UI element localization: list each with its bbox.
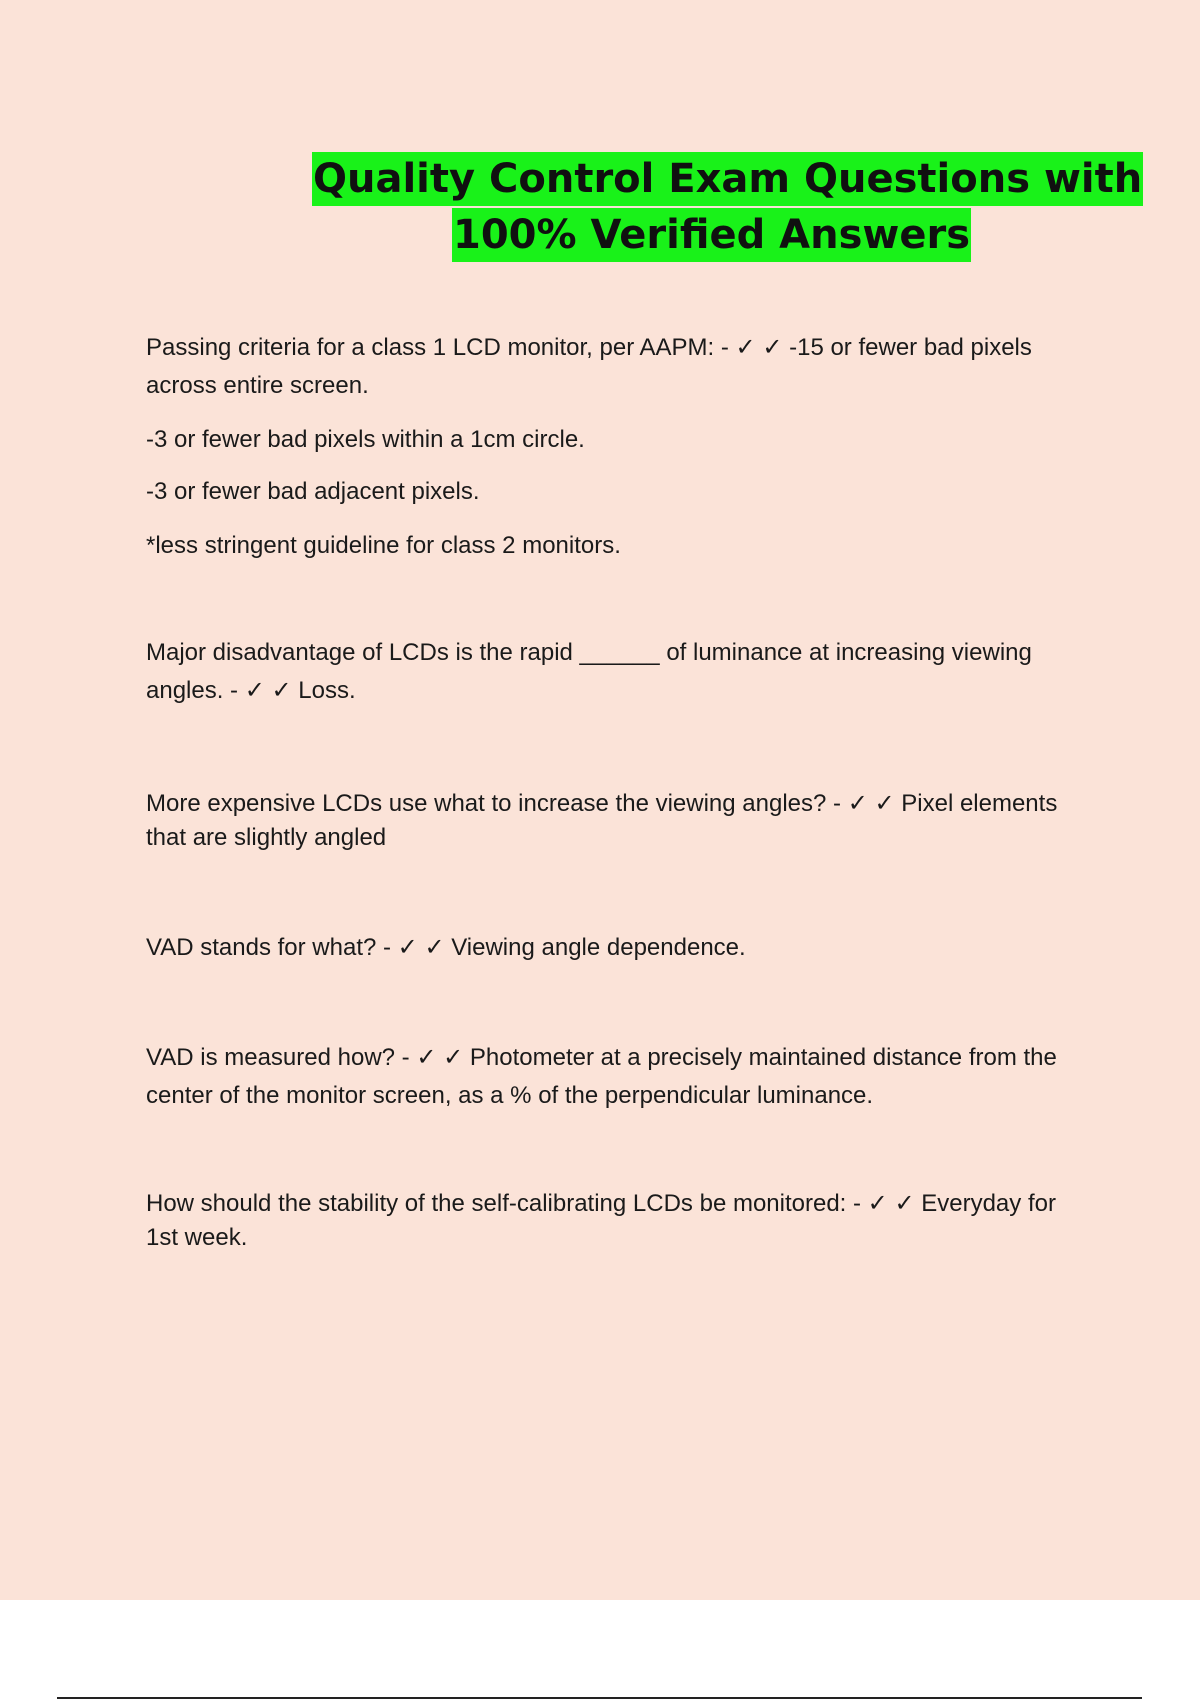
page-title [0,152,1200,264]
qa-paragraph: *less stringent guideline for class 2 monitors. [146,532,621,559]
footer-divider [57,1697,1142,1699]
qa-paragraph: Major disadvantage of LCDs is the rapid ______ of luminance at increasing viewing angles. - ✓ ✓ Loss. [146,639,1032,704]
title-line-2: 100% Verified Answers [452,208,971,262]
qa-paragraph: VAD is measured how? - ✓ ✓ Photometer at a precisely maintained distance from the center of the monitor screen, as a % of the perpendicular luminance. [146,1044,1057,1109]
qa-paragraph: Passing criteria for a class 1 LCD monitor, per AAPM: - ✓ ✓ -15 or fewer bad pixels across entire screen. [146,334,1032,399]
qa-paragraph: More expensive LCDs use what to increase the viewing angles? - ✓ ✓ Pixel elements that are slightly angled [146,790,1058,851]
qa-paragraph: VAD stands for what? - ✓ ✓ Viewing angle dependence. [146,934,746,961]
qa-paragraph: -3 or fewer bad pixels within a 1cm circle. [146,426,585,453]
title-line-1: Quality Control Exam Questions with [312,152,1143,206]
qa-paragraph: How should the stability of the self-calibrating LCDs be monitored: - ✓ ✓ Everyday for 1st week. [146,1190,1056,1251]
qa-paragraph: -3 or fewer bad adjacent pixels. [146,478,480,505]
